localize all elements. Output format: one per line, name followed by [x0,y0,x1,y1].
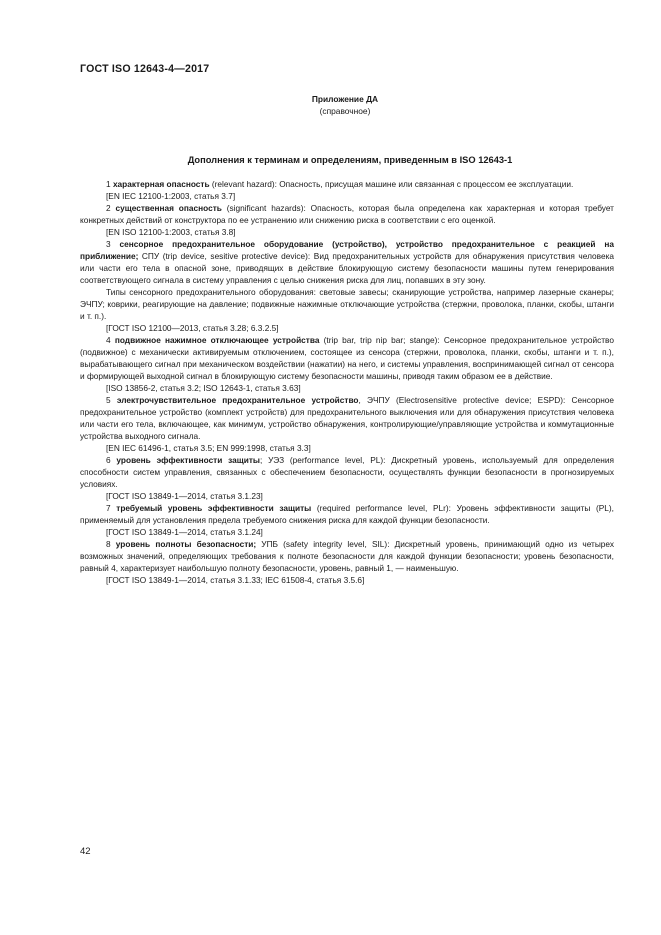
term-entry [80,202,614,226]
term-source: [ГОСТ ISO 13849-1—2014, статья 3.1.23] [106,491,263,501]
term-source: [ГОСТ ISO 13849-1—2014, статья 3.1.33; IEC 61508-4, статья 3.5.6] [106,575,365,585]
page-number: 42 [80,846,91,857]
term-name: подвижное нажимное отключающее устройства [114,335,320,345]
term-number: 6 [106,455,111,465]
term-source: [ISO 13856-2, статья 3.2; ISO 12643-1, статья 3.63] [106,383,301,393]
annex-subtitle: (справочное) [319,106,371,116]
term-name: существенная опасность [115,203,222,213]
term-definition: , ЭЧПУ (Electrosensitive protective device; ESPD): Сенсорное предохранительное устройство (комплект устройств) для предохранительного выключения или для обнаружения присутствия человека или части его тела, включающее, как минимум, устройство обнаружения, контролирующие/управляющие устройства и коммутационные устройства выходного сигнала. [80,395,614,441]
term-name: уровень полноты безопасности; [115,539,257,549]
term-note: Типы сенсорного предохранительного оборудования: световые завесы; сканирующие устройства, например лазерные сканеры; ЭЧПУ; коврики, реагирующие на давление; подвижные нажимные отключающие устройства (стержни, проволока, планки, скобы, штанги и т. п.). [80,287,614,321]
term-number: 2 [106,203,111,213]
term-number: 5 [106,395,111,405]
term-name: электрочувствительное предохранительное устройство [116,395,359,405]
term-number: 1 [106,179,111,189]
term-source: [EN IEC 61496-1, статья 3.5; EN 999:1998, статья 3.3] [106,443,311,453]
term-definition: (significant hazards): Опасность, которая была определена как характерная и которая требует конкретных действий от конструктора по ее устранению или снижению риска в соответствии с его оценкой. [80,203,614,225]
term-number: 3 [106,239,111,249]
term-entry [80,178,614,190]
term-number: 4 [106,335,111,345]
term-entry [80,502,614,526]
section-title: Дополнения к терминам и определениям, приведенным в ISO 12643-1 [187,155,513,165]
term-definition: (trip bar, trip nip bar; stange): Сенсорное предохранительное устройство (подвижное) с механически активируемым отключением, состоящее из сенсора (стержни, проволока, планки, скобы, штанги и т. п.), вырабатывающего сигнал при механическом воздействии (нажатии) на него, и системы управления, воспринимающей сигнал от сенсора и формирующей выходной сигнал в блокирующую систему безопасности машины, приводя таким образом ее в действие. [80,335,614,381]
term-source: [EN IEC 12100-1:2003, статья 3.7] [106,191,236,201]
document-body [80,178,614,586]
term-number: 8 [106,539,111,549]
term-entry [80,394,614,442]
term-name: требуемый уровень эффективности защиты [116,503,312,513]
term-entry [80,334,614,382]
term-number: 7 [106,503,111,513]
term-name: сенсорное предохранительное оборудование (устройство), устройство предохранительное с реакцией на приближение; [80,239,615,261]
term-source: [ГОСТ ISO 13849-1—2014, статья 3.1.24] [106,527,263,537]
annex-title: Приложение ДА [311,94,379,104]
term-entry [80,454,614,490]
term-entry [80,538,614,574]
term-definition: УПБ (safety integrity level, SIL): Дискретный уровень, принимающий одно из четырех возможных значений, определяющих требования к полноте безопасности для каждой функции безопасности; уровень безопасности, равный 4, характеризует наибольшую полноту безопасности, уровень, равный 1, — наименьшую. [80,539,615,573]
term-entry [80,238,614,286]
term-name: характерная опасность [112,179,210,189]
term-name: уровень эффективности защиты [116,455,261,465]
term-source: [EN ISO 12100-1:2003, статья 3.8] [106,227,236,237]
term-definition: ; УЭЗ (performance level, PL): Дискретный уровень, используемый для определения способности систем управления, связанных с обеспечением безопасности, осуществлять функции безопасности в прогнозируемых условиях. [80,455,614,489]
standard-header: ГОСТ ISO 12643-4—2017 [80,63,210,75]
annex-heading [300,93,390,117]
term-source: [ГОСТ ISO 12100—2013, статья 3.28; 6.3.2.5] [106,323,279,333]
term-definition: (relevant hazard): Опасность, присущая машине или связанная с процессом ее эксплуатации. [209,179,574,189]
term-definition: СПУ (trip device, sesitive protective device): Вид предохранительных устройств для обнаружения присутствия человека или части его тела в опасной зоне, приводящих в действие блокирующую систему безопасности машины путем генерирования соответствующего сигнала в систему управления с целью снижения риска для лиц, попавших в эту зону. [80,251,614,285]
term-definition: (required performance level, PLr): Уровень эффективности защиты (PL), применяемый для установления предела требуемого снижения риска для каждой функции безопасности. [80,503,614,525]
